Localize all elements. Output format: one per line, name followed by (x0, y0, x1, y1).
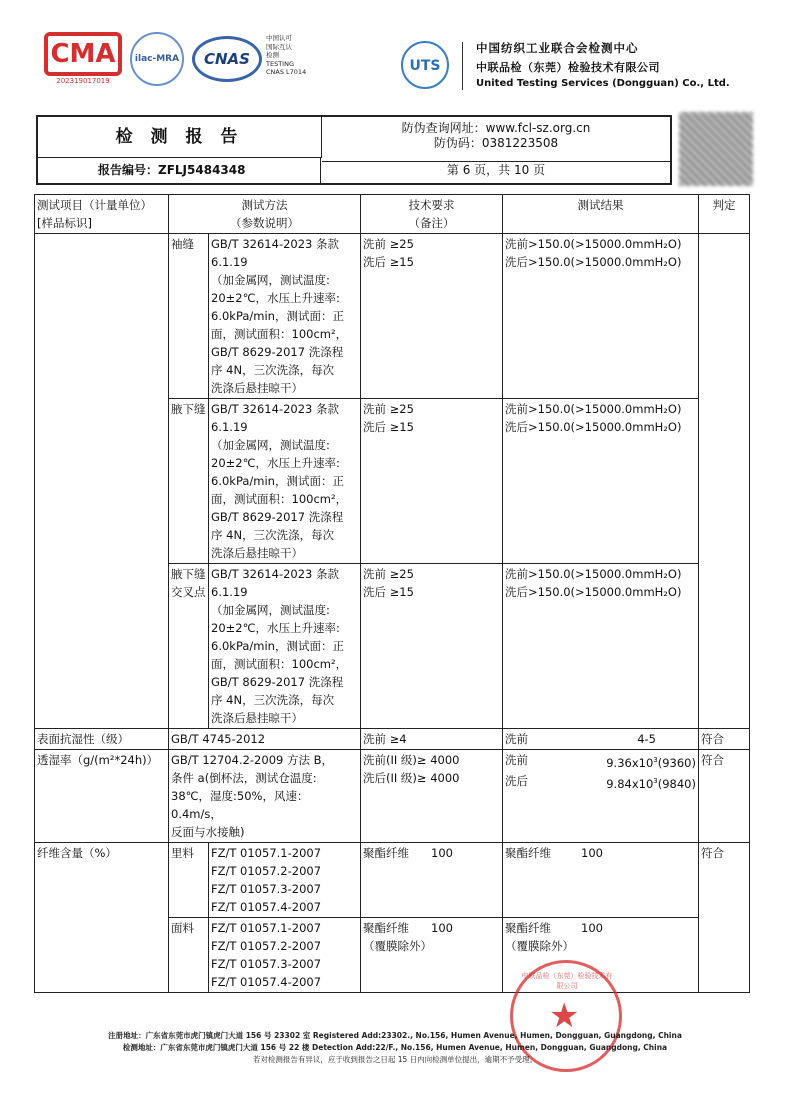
moisture-result-line (505, 751, 696, 772)
header-item-line: 测试项目（计量单位） (37, 198, 152, 212)
fiber-value: 100 (431, 921, 453, 935)
req-line: 洗前 ≥25 (363, 567, 414, 581)
header-requirement (361, 195, 503, 234)
cnas-caption (266, 34, 336, 77)
method-line: 20±2℃，水压上升速率: (211, 291, 340, 305)
moisture-judge: 符合 (699, 750, 750, 843)
report-title: 检 测 报 告 (38, 117, 322, 158)
report-number (38, 158, 321, 183)
table-row (35, 729, 750, 750)
method-line: 20±2℃，水压上升速率: (211, 456, 340, 470)
method-line: FZ/T 01057.4-2007 (211, 975, 322, 989)
result-line: 洗前>150.0(>15000.0mmH₂O) (505, 567, 682, 581)
req-line: 洗前 ≥25 (363, 402, 414, 416)
org-name-cn-1: 中国纺织工业联合会检测中心 (476, 41, 639, 55)
table-row (35, 843, 750, 918)
method-line: 6.0kPa/min，测试面：正 (211, 639, 344, 653)
cnas-logo: CNAS (192, 36, 262, 82)
footer-registered-address: 注册地址：广东省东莞市虎门镇虎门大道 156 号 23302 室 Registered Add:23302., No.156, Humen Avenue, Humen, Dongguan, Guangdong, China (108, 1031, 682, 1040)
surface-requirement: 洗前 ≥4 (361, 729, 503, 750)
fiber-note: （覆膜除外） (363, 939, 432, 953)
fiber-result (503, 843, 699, 918)
surface-result-label: 洗前 (505, 732, 528, 746)
moisture-exponent: 3 (653, 776, 658, 785)
method-line: 6.1.19 (211, 255, 248, 269)
report-header (36, 115, 672, 185)
ilac-mra-logo: ilac-MRA (130, 32, 184, 86)
star-icon: ★ (549, 996, 580, 1036)
seam-method (209, 564, 361, 729)
method-line: 38℃，湿度:50%，风速：0.4m/s， (171, 789, 309, 821)
req-line: 洗前 ≥25 (363, 237, 414, 251)
method-line: 序 4N，三次洗涤，每次 (211, 363, 335, 377)
org-name-en: United Testing Services (Dongguan) Co., Ltd. (476, 78, 730, 89)
method-line: GB/T 32614-2023 条款 (211, 237, 340, 251)
cnas-caption-line: 检测 (266, 51, 279, 59)
table-row (35, 234, 750, 399)
header-result: 测试结果 (503, 195, 699, 234)
seam-part: 袖缝 (169, 234, 209, 399)
fiber-part: 里料 (169, 843, 209, 918)
result-line: 洗后>150.0(>15000.0mmH₂O) (505, 585, 682, 599)
method-line: 洗涤后悬挂晾干） (211, 546, 303, 560)
header-method (169, 195, 361, 234)
fiber-note: （覆膜除外） (505, 939, 574, 953)
footer (40, 1030, 750, 1066)
fiber-value: 100 (581, 846, 603, 860)
seam-part: 腋下缝 (169, 399, 209, 564)
method-line: 6.0kPa/min，测试面：正 (211, 309, 344, 323)
seam-result (503, 564, 699, 729)
moisture-method (169, 750, 361, 843)
fiber-value: 100 (581, 921, 603, 935)
header-method-line: 测试方法 (241, 198, 288, 212)
method-line: （加金属网，测试温度: (211, 603, 330, 617)
method-line: 反面与水接触) (171, 825, 245, 839)
seam-result (503, 399, 699, 564)
method-line: FZ/T 01057.4-2007 (211, 900, 322, 914)
fiber-name: 聚酯纤维 (363, 921, 409, 935)
method-line: 20±2℃，水压上升速率: (211, 621, 340, 635)
moisture-requirement (361, 750, 503, 843)
moisture-paren: (9840) (657, 776, 696, 791)
cma-logo (44, 32, 122, 90)
req-line: 洗后(II 级)≥ 4000 (363, 771, 460, 785)
method-line: 面，测试面积：100cm²， (211, 657, 348, 671)
result-line: 洗后>150.0(>15000.0mmH₂O) (505, 255, 682, 269)
report-number-label: 报告编号： (98, 163, 159, 177)
header-req-line: 技术要求 (408, 198, 455, 212)
org-divider (462, 42, 463, 90)
org-name-cn-2: 中联品检（东莞）检验技术有限公司 (476, 61, 660, 74)
seam-method (209, 234, 361, 399)
seam-part: 腋下缝交叉点 (169, 564, 209, 729)
seam-judge (699, 234, 750, 729)
result-line: 洗前>150.0(>15000.0mmH₂O) (505, 237, 682, 251)
moisture-mantissa: 9.84x10 (606, 776, 654, 791)
seam-result (503, 234, 699, 399)
seal-text: 中联品检（东莞）检验技术有限公司 (521, 972, 613, 990)
footer-detection-address: 检测地址：广东省东莞市虎门镇虎门大道 156 号 22 楼 Detection Add:22/F., No.156, Humen Avenue, Humen, Dongguan, Guangdong, China (122, 1043, 668, 1052)
moisture-result-value (606, 772, 696, 793)
fiber-judge: 符合 (699, 843, 750, 993)
surface-result-line (505, 730, 696, 748)
method-line: 序 4N，三次洗涤，每次 (211, 693, 335, 707)
method-line: 序 4N，三次洗涤，每次 (211, 528, 335, 542)
cma-logo-text: CMA (44, 32, 122, 76)
method-line: 6.1.19 (211, 420, 248, 434)
method-line: GB/T 8629-2017 洗涤程 (211, 345, 344, 359)
report-number-value: ZFLJ5484348 (158, 163, 246, 177)
uts-logo (400, 40, 450, 90)
method-line: 面，测试面积：100cm²， (211, 492, 348, 506)
fiber-method (209, 843, 361, 918)
fiber-name: 聚酯纤维 (505, 921, 551, 935)
surface-method: GB/T 4745-2012 (169, 729, 361, 750)
qr-code (679, 112, 753, 186)
method-line: FZ/T 01057.1-2007 (211, 921, 322, 935)
surface-result-value: 4-5 (637, 732, 656, 746)
method-line: 洗涤后悬挂晾干） (211, 381, 303, 395)
anti-fake-code: 防伪码：0381223508 (433, 136, 559, 150)
method-line: 6.0kPa/min，测试面：正 (211, 474, 344, 488)
result-line: 洗后>150.0(>15000.0mmH₂O) (505, 420, 682, 434)
method-line: GB/T 8629-2017 洗涤程 (211, 510, 344, 524)
table-row (35, 750, 750, 843)
seam-requirement (361, 234, 503, 399)
anti-fake-info (322, 117, 670, 162)
certification-logos (44, 30, 334, 90)
query-url: 防伪查询网址：www.fcl-sz.org.cn (401, 121, 591, 135)
moisture-result-value (606, 751, 696, 772)
surface-judge: 符合 (699, 729, 750, 750)
fiber-requirement (361, 843, 503, 918)
fiber-name: 聚酯纤维 (505, 846, 551, 860)
method-line: 条件 a(倒杯法，测试仓温度: (171, 771, 317, 785)
seam-method (209, 399, 361, 564)
moisture-item: 透湿率（g/(m²*24h)） (35, 750, 169, 843)
fiber-method (209, 918, 361, 993)
cnas-caption-line: CNAS L7014 (266, 68, 307, 76)
cnas-caption-line: 中国认可 (266, 34, 292, 42)
method-line: （加金属网，测试温度: (211, 438, 330, 452)
method-line: FZ/T 01057.3-2007 (211, 957, 322, 971)
fiber-item: 纤维含量（%） (35, 843, 169, 993)
method-line: 6.1.19 (211, 585, 248, 599)
header-judge: 判定 (699, 195, 750, 234)
header-method-line: （参数说明） (230, 216, 299, 230)
method-line: GB/T 12704.2-2009 方法 B， (171, 753, 334, 767)
method-line: FZ/T 01057.1-2007 (211, 846, 322, 860)
cnas-caption-line: TESTING (266, 59, 294, 68)
surface-result (503, 729, 699, 750)
method-line: GB/T 8629-2017 洗涤程 (211, 675, 344, 689)
moisture-result-line (505, 772, 696, 793)
fiber-requirement (361, 918, 503, 993)
cnas-caption-line: 国际互认 (266, 42, 292, 51)
result-line: 洗前>150.0(>15000.0mmH₂O) (505, 402, 682, 416)
method-line: FZ/T 01057.2-2007 (211, 939, 322, 953)
seam-requirement (361, 564, 503, 729)
org-name-block (476, 40, 736, 89)
moisture-result-label: 洗前 (505, 753, 528, 767)
method-line: GB/T 32614-2023 条款 (211, 567, 340, 581)
method-line: 面，测试面积：100cm²， (211, 327, 348, 341)
fiber-part: 面料 (169, 918, 209, 993)
results-table (34, 194, 750, 993)
header-item-line: [样品标识] (37, 216, 92, 230)
method-line: GB/T 32614-2023 条款 (211, 402, 340, 416)
seam-item-cell (35, 234, 169, 729)
req-line: 洗后 ≥15 (363, 255, 414, 269)
moisture-result (503, 750, 699, 843)
moisture-paren: (9360) (657, 755, 696, 770)
uts-logo-text: UTS (409, 58, 441, 74)
seam-requirement (361, 399, 503, 564)
page-info: 第 6 页，共 10 页 (446, 163, 546, 177)
fiber-value: 100 (431, 846, 453, 860)
surface-item: 表面抗湿性（级） (35, 729, 169, 750)
cma-number: 202319017019 (56, 77, 110, 85)
req-line: 洗后 ≥15 (363, 420, 414, 434)
req-line: 洗前(II 级)≥ 4000 (363, 753, 460, 767)
header-item (35, 195, 169, 234)
method-line: FZ/T 01057.2-2007 (211, 864, 322, 878)
header-req-line: （备注） (408, 216, 455, 230)
method-line: （加金属网，测试温度: (211, 273, 330, 287)
table-header-row (35, 195, 750, 234)
moisture-mantissa: 9.36x10 (606, 755, 654, 770)
method-line: FZ/T 01057.3-2007 (211, 882, 322, 896)
moisture-exponent: 3 (653, 756, 658, 764)
req-line: 洗后 ≥15 (363, 585, 414, 599)
fiber-name: 聚酯纤维 (363, 846, 409, 860)
moisture-result-label: 洗后 (505, 773, 528, 788)
method-line: 洗涤后悬挂晾干） (211, 711, 303, 725)
footer-notice: 若对检测报告有异议，应于收到报告之日起 15 日内向检测单位提出，逾期不予受理。 (252, 1055, 538, 1064)
